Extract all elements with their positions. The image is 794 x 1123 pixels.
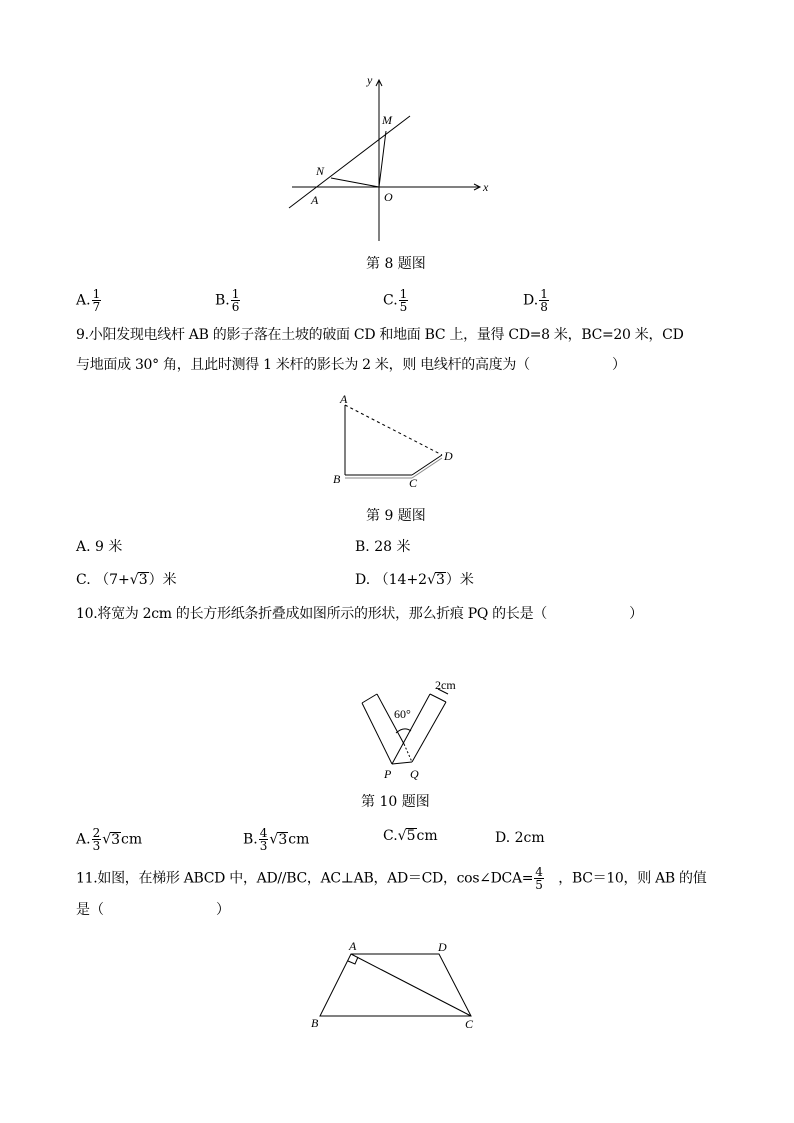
q10-crease-pq <box>404 744 412 762</box>
q10-text-line1: 10.将宽为 2cm 的长方形纸条折叠成如图所示的形状，那么折痕 PQ 的长是（ ） <box>76 606 643 622</box>
q11-label-a: A <box>349 939 357 953</box>
q9-dashed-ad <box>345 405 442 455</box>
q11-label-c: C <box>465 1017 474 1031</box>
q8-label-n: N <box>316 164 325 178</box>
q10-option-d[interactable]: D. 2cm <box>495 830 545 846</box>
q11-diagonal-ac <box>351 954 471 1016</box>
q11-right-angle-mark <box>348 957 358 964</box>
q11-label-d: D <box>438 940 447 954</box>
q10-left-strip-top <box>362 694 377 703</box>
q10-option-c[interactable]: C.√5cm <box>383 828 438 844</box>
q10-label-width: 2cm <box>435 678 456 692</box>
q8-y-arrow <box>376 80 382 86</box>
q8-caption: 第 8 题图 <box>366 256 426 272</box>
fraction: $\frac{2}{3}$ <box>92 826 101 853</box>
q10-label-q: Q <box>410 767 419 781</box>
q9-option-a[interactable]: A. 9 米 <box>76 539 123 555</box>
q8-option-a[interactable]: A. $\frac{1}{7}$ <box>76 287 101 314</box>
q11-text-line1: 11.如图，在梯形 ABCD 中，AD//BC，AC⊥AB，AD＝CD，cos∠DCA= $\frac{4}{5}$ ，BC＝10，则 AB 的值 <box>76 865 707 892</box>
q8-x-arrow <box>474 184 480 190</box>
fraction: $\frac{4}{5}$ <box>535 865 543 892</box>
q10-label-angle: 60° <box>394 707 411 721</box>
q10-fold-bottom <box>392 762 412 764</box>
q8-label-m: M <box>382 113 392 127</box>
q10-right-strip-top <box>430 694 446 702</box>
q8-label-x: x <box>483 180 489 194</box>
q8-label-o: O <box>384 190 393 204</box>
q10-option-a[interactable]: A. $\frac{2}{3}$ √3cm <box>76 826 143 853</box>
q9-slope-cd <box>412 455 442 475</box>
q9-caption: 第 9 题图 <box>366 508 426 524</box>
q10-left-strip-outer <box>362 703 392 764</box>
q10-right-strip-outer <box>412 702 446 762</box>
q9-label-c: C <box>409 476 418 490</box>
q8-option-d[interactable]: D. $\frac{1}{8}$ <box>523 287 548 314</box>
q11-label-b: B <box>311 1016 319 1030</box>
q10-right-strip-inner <box>392 694 430 764</box>
fraction: $\frac{1}{6}$ <box>231 287 240 314</box>
q8-option-c[interactable]: C. $\frac{1}{5}$ <box>383 287 408 314</box>
q8-option-b[interactable]: B. $\frac{1}{6}$ <box>215 287 240 314</box>
q10-width-leader <box>438 689 448 694</box>
q9-text-line2: 与地面成 30° 角，且此时测得 1 米杆的影长为 2 米，则 电线杆的高度为（ ） <box>76 357 626 373</box>
q10-left-strip-inner <box>377 694 404 744</box>
fraction: $\frac{1}{8}$ <box>540 287 548 314</box>
q9-label-a: A <box>340 392 348 406</box>
q10-option-b[interactable]: B. $\frac{4}{3}$ √3cm <box>243 826 310 853</box>
q11-text-line2: 是（ ） <box>76 902 230 918</box>
q8-segment-om <box>379 131 386 187</box>
q9-slope-shadow <box>412 458 442 478</box>
q9-option-c[interactable]: C. （7+√3）米 <box>76 572 177 588</box>
q9-label-d: D <box>444 449 453 463</box>
fraction: $\frac{1}{5}$ <box>399 287 408 314</box>
fraction: $\frac{1}{7}$ <box>92 287 101 314</box>
q9-option-b[interactable]: B. 28 米 <box>355 539 411 555</box>
q8-label-y: y <box>367 73 373 87</box>
q8-segment-on <box>331 178 379 187</box>
q10-caption: 第 10 题图 <box>361 794 430 810</box>
q9-text-line1: 9.小阳发现电线杆 AB 的影子落在土坡的破面 CD 和地面 BC 上，量得 CD=8 米，BC=20 米，CD <box>76 327 684 343</box>
fraction: $\frac{4}{3}$ <box>259 826 268 853</box>
q10-angle-arc <box>396 729 411 733</box>
q9-option-d[interactable]: D. （14+2√3）米 <box>355 572 474 588</box>
q10-label-p: P <box>384 767 392 781</box>
q8-line-am <box>289 116 410 208</box>
q9-label-b: B <box>333 472 341 486</box>
q11-trapezoid-abcd <box>320 954 471 1016</box>
q8-label-a: A <box>311 193 319 207</box>
